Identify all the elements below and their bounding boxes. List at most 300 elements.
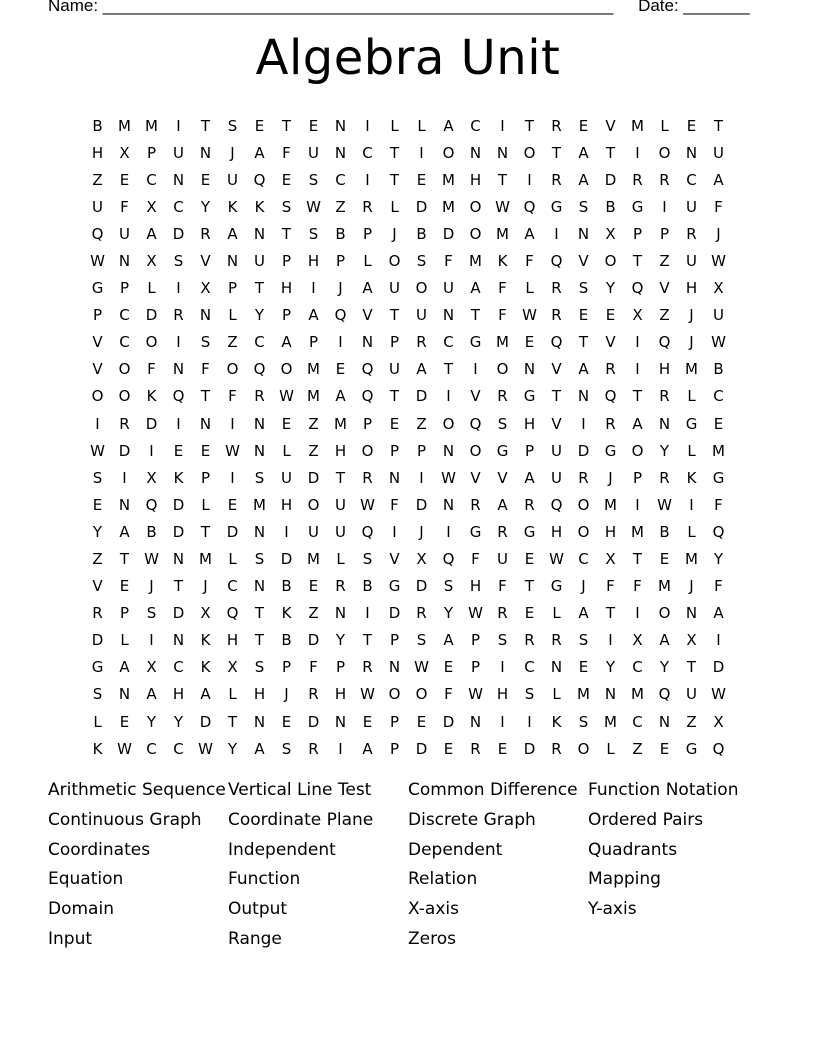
grid-letter[interactable]: I	[608, 631, 613, 650]
grid-letter[interactable]: U	[443, 279, 454, 298]
grid-letter[interactable]: E	[254, 116, 265, 135]
grid-letter[interactable]: O	[577, 522, 590, 541]
grid-letter[interactable]: Y	[254, 306, 265, 325]
grid-letter[interactable]: G	[388, 577, 401, 596]
grid-letter[interactable]: F	[606, 577, 615, 596]
grid-letter[interactable]: R	[605, 360, 616, 379]
grid-letter[interactable]: O	[631, 441, 644, 460]
grid-letter[interactable]: L	[93, 712, 102, 731]
grid-letter[interactable]: L	[687, 441, 696, 460]
grid-letter[interactable]: F	[525, 251, 534, 270]
grid-letter[interactable]: L	[336, 550, 345, 568]
grid-letter[interactable]: A	[578, 604, 589, 623]
grid-letter[interactable]: T	[605, 143, 616, 162]
grid-letter[interactable]: U	[713, 143, 724, 162]
grid-letter[interactable]: O	[388, 251, 401, 270]
grid-letter[interactable]: U	[389, 279, 400, 298]
grid-letter[interactable]: R	[659, 170, 670, 189]
grid-letter[interactable]: L	[120, 631, 129, 650]
grid-letter[interactable]: W	[360, 495, 375, 514]
grid-letter[interactable]: T	[389, 170, 400, 189]
grid-letter[interactable]: S	[524, 685, 535, 704]
grid-letter[interactable]: C	[173, 739, 184, 758]
grid-letter[interactable]: X	[146, 658, 157, 677]
grid-letter[interactable]: I	[338, 333, 343, 352]
grid-letter[interactable]: U	[335, 522, 346, 541]
grid-letter[interactable]: O	[658, 604, 671, 623]
grid-letter[interactable]: U	[92, 197, 103, 216]
grid-letter[interactable]: A	[254, 739, 265, 758]
grid-letter[interactable]: T	[281, 224, 292, 243]
grid-letter[interactable]: J	[608, 468, 613, 487]
grid-letter[interactable]: J	[581, 577, 586, 596]
grid-letter[interactable]: C	[443, 333, 454, 352]
grid-letter[interactable]: T	[686, 658, 697, 677]
grid-letter[interactable]: N	[685, 604, 698, 623]
grid-letter[interactable]: S	[254, 550, 265, 568]
grid-letter[interactable]: P	[92, 306, 103, 325]
grid-letter[interactable]: N	[469, 712, 482, 731]
grid-letter[interactable]: A	[254, 143, 265, 162]
grid-letter[interactable]: C	[632, 658, 643, 677]
grid-letter[interactable]: B	[362, 577, 373, 596]
grid-letter[interactable]: W	[414, 658, 429, 677]
grid-letter[interactable]: E	[578, 306, 589, 325]
grid-letter[interactable]: B	[605, 197, 616, 216]
grid-letter[interactable]: D	[442, 224, 455, 243]
grid-letter[interactable]: Y	[659, 441, 670, 460]
grid-letter[interactable]: A	[146, 685, 157, 704]
grid-letter[interactable]: M	[253, 495, 266, 514]
grid-letter[interactable]: E	[686, 116, 697, 135]
grid-letter[interactable]: O	[469, 197, 482, 216]
grid-letter[interactable]: R	[173, 306, 184, 325]
grid-letter[interactable]: F	[633, 577, 642, 596]
grid-letter[interactable]: W	[711, 685, 726, 704]
grid-letter[interactable]: U	[551, 468, 562, 487]
grid-letter[interactable]: I	[500, 116, 505, 135]
grid-letter[interactable]: I	[473, 360, 478, 379]
grid-letter[interactable]: V	[200, 251, 211, 270]
grid-letter[interactable]: C	[119, 333, 130, 352]
grid-letter[interactable]: W	[198, 739, 213, 758]
grid-letter[interactable]: E	[443, 739, 454, 758]
grid-letter[interactable]: T	[632, 251, 643, 270]
grid-letter[interactable]: X	[605, 550, 616, 568]
grid-letter[interactable]: N	[658, 414, 671, 433]
grid-letter[interactable]: N	[253, 712, 266, 731]
grid-letter[interactable]: T	[713, 116, 724, 135]
grid-letter[interactable]: F	[147, 360, 156, 379]
grid-letter[interactable]: C	[713, 387, 724, 406]
grid-letter[interactable]: C	[173, 658, 184, 677]
grid-letter[interactable]: E	[578, 658, 589, 677]
grid-letter[interactable]: D	[172, 224, 185, 243]
grid-letter[interactable]: Y	[659, 658, 670, 677]
grid-letter[interactable]: U	[119, 224, 130, 243]
grid-letter[interactable]: H	[226, 631, 239, 650]
date-field[interactable]: Date: _______	[638, 0, 750, 15]
grid-letter[interactable]: T	[632, 387, 643, 406]
grid-letter[interactable]: D	[523, 739, 536, 758]
grid-letter[interactable]: T	[254, 631, 265, 650]
grid-letter[interactable]: S	[578, 197, 589, 216]
grid-letter[interactable]: T	[227, 712, 238, 731]
grid-letter[interactable]: P	[632, 468, 643, 487]
grid-letter[interactable]: R	[119, 414, 130, 433]
grid-letter[interactable]: F	[120, 197, 129, 216]
grid-letter[interactable]: N	[226, 251, 239, 270]
grid-letter[interactable]: T	[335, 468, 346, 487]
grid-letter[interactable]: U	[713, 306, 724, 325]
grid-letter[interactable]: W	[90, 251, 105, 270]
grid-letter[interactable]: T	[362, 631, 373, 650]
grid-letter[interactable]: P	[470, 631, 481, 650]
grid-letter[interactable]: O	[226, 360, 239, 379]
grid-letter[interactable]: A	[362, 739, 373, 758]
grid-letter[interactable]: E	[524, 604, 535, 623]
grid-letter[interactable]: P	[362, 224, 373, 243]
grid-letter[interactable]: M	[604, 712, 617, 731]
grid-letter[interactable]: T	[524, 577, 535, 596]
grid-letter[interactable]: L	[363, 251, 372, 270]
grid-letter[interactable]: Z	[308, 414, 319, 433]
grid-letter[interactable]: U	[551, 441, 562, 460]
grid-letter[interactable]: W	[522, 306, 537, 325]
grid-letter[interactable]: P	[227, 279, 238, 298]
grid-letter[interactable]: H	[253, 685, 266, 704]
grid-letter[interactable]: I	[149, 631, 154, 650]
grid-letter[interactable]: N	[253, 522, 266, 541]
grid-letter[interactable]: I	[662, 197, 667, 216]
grid-letter[interactable]: D	[145, 414, 158, 433]
grid-letter[interactable]: M	[631, 685, 644, 704]
grid-letter[interactable]: I	[446, 522, 451, 541]
grid-letter[interactable]: I	[365, 170, 370, 189]
grid-letter[interactable]: N	[388, 658, 401, 677]
grid-letter[interactable]: F	[309, 658, 318, 677]
grid-letter[interactable]: I	[176, 414, 181, 433]
grid-letter[interactable]: R	[551, 116, 562, 135]
grid-letter[interactable]: D	[415, 577, 428, 596]
grid-letter[interactable]: O	[145, 333, 158, 352]
grid-letter[interactable]: S	[443, 577, 454, 596]
grid-letter[interactable]: N	[496, 143, 509, 162]
grid-letter[interactable]: S	[578, 279, 589, 298]
grid-letter[interactable]: U	[308, 143, 319, 162]
grid-letter[interactable]: J	[689, 333, 694, 352]
grid-letter[interactable]: S	[281, 197, 292, 216]
grid-letter[interactable]: B	[416, 224, 427, 243]
grid-letter[interactable]: D	[226, 522, 239, 541]
grid-letter[interactable]: H	[658, 360, 671, 379]
grid-letter[interactable]: E	[119, 712, 130, 731]
grid-letter[interactable]: T	[200, 116, 211, 135]
grid-letter[interactable]: Z	[92, 170, 103, 189]
grid-letter[interactable]: I	[176, 116, 181, 135]
grid-letter[interactable]: W	[549, 550, 564, 568]
grid-letter[interactable]: X	[146, 468, 157, 487]
grid-letter[interactable]: E	[200, 441, 211, 460]
grid-letter[interactable]: F	[471, 550, 480, 568]
grid-letter[interactable]: J	[392, 224, 397, 243]
grid-letter[interactable]: N	[685, 143, 698, 162]
grid-letter[interactable]: I	[635, 360, 640, 379]
grid-letter[interactable]: Q	[712, 739, 725, 758]
grid-letter[interactable]: S	[281, 739, 292, 758]
grid-letter[interactable]: D	[199, 712, 212, 731]
grid-letter[interactable]: V	[389, 550, 400, 568]
grid-letter[interactable]: Z	[659, 306, 670, 325]
grid-letter[interactable]: S	[416, 251, 427, 270]
grid-letter[interactable]: G	[523, 387, 536, 406]
grid-letter[interactable]: T	[200, 387, 211, 406]
grid-letter[interactable]: P	[335, 658, 346, 677]
grid-letter[interactable]: A	[470, 279, 481, 298]
grid-letter[interactable]: N	[118, 685, 131, 704]
grid-letter[interactable]: R	[686, 224, 697, 243]
grid-letter[interactable]: C	[146, 739, 157, 758]
grid-letter[interactable]: E	[578, 116, 589, 135]
grid-letter[interactable]: B	[146, 522, 157, 541]
grid-letter[interactable]: R	[308, 739, 319, 758]
grid-letter[interactable]: P	[308, 333, 319, 352]
grid-letter[interactable]: R	[335, 577, 346, 596]
grid-letter[interactable]: L	[552, 604, 561, 623]
grid-letter[interactable]: V	[659, 279, 670, 298]
grid-letter[interactable]: F	[714, 495, 723, 514]
grid-letter[interactable]: C	[146, 170, 157, 189]
grid-letter[interactable]: J	[689, 577, 694, 596]
grid-letter[interactable]: O	[415, 279, 428, 298]
grid-letter[interactable]: R	[362, 468, 373, 487]
grid-letter[interactable]: R	[524, 495, 535, 514]
grid-letter[interactable]: I	[311, 279, 316, 298]
grid-letter[interactable]: A	[443, 631, 454, 650]
grid-letter[interactable]: U	[281, 468, 292, 487]
grid-letter[interactable]: P	[389, 712, 400, 731]
grid-letter[interactable]: V	[470, 468, 481, 487]
grid-letter[interactable]: W	[441, 468, 456, 487]
grid-letter[interactable]: P	[389, 631, 400, 650]
grid-letter[interactable]: T	[470, 306, 481, 325]
grid-letter[interactable]: J	[338, 279, 343, 298]
grid-letter[interactable]: I	[419, 143, 424, 162]
grid-letter[interactable]: R	[632, 170, 643, 189]
grid-letter[interactable]: I	[230, 468, 235, 487]
grid-letter[interactable]: W	[225, 441, 240, 460]
grid-letter[interactable]: N	[199, 306, 212, 325]
grid-letter[interactable]: D	[604, 170, 617, 189]
grid-letter[interactable]: W	[90, 441, 105, 460]
grid-letter[interactable]: G	[550, 577, 563, 596]
grid-letter[interactable]: T	[389, 143, 400, 162]
grid-letter[interactable]: B	[335, 224, 346, 243]
grid-letter[interactable]: A	[497, 495, 508, 514]
grid-letter[interactable]: M	[118, 116, 131, 135]
grid-letter[interactable]: M	[334, 414, 347, 433]
grid-letter[interactable]: Z	[659, 251, 670, 270]
grid-letter[interactable]: G	[91, 658, 104, 677]
grid-letter[interactable]: S	[308, 224, 319, 243]
grid-letter[interactable]: I	[527, 170, 532, 189]
grid-letter[interactable]: S	[227, 116, 238, 135]
grid-letter[interactable]: N	[253, 414, 266, 433]
grid-letter[interactable]: Q	[604, 387, 617, 406]
grid-letter[interactable]: K	[686, 468, 697, 487]
grid-letter[interactable]: N	[388, 468, 401, 487]
grid-letter[interactable]: V	[470, 387, 481, 406]
grid-letter[interactable]: I	[554, 224, 559, 243]
grid-letter[interactable]: Q	[658, 685, 671, 704]
grid-letter[interactable]: S	[200, 333, 211, 352]
grid-letter[interactable]: X	[119, 143, 130, 162]
grid-letter[interactable]: U	[416, 306, 427, 325]
grid-letter[interactable]: T	[200, 522, 211, 541]
grid-letter[interactable]: Q	[253, 170, 266, 189]
grid-letter[interactable]: K	[92, 739, 103, 758]
grid-letter[interactable]: M	[712, 441, 725, 460]
grid-letter[interactable]: X	[686, 631, 697, 650]
grid-letter[interactable]: R	[200, 224, 211, 243]
grid-letter[interactable]: B	[659, 522, 670, 541]
grid-letter[interactable]: R	[92, 604, 103, 623]
grid-letter[interactable]: S	[254, 468, 265, 487]
grid-letter[interactable]: U	[227, 170, 238, 189]
grid-letter[interactable]: P	[281, 658, 292, 677]
grid-letter[interactable]: E	[200, 170, 211, 189]
grid-letter[interactable]: K	[173, 468, 184, 487]
grid-letter[interactable]: K	[281, 604, 292, 623]
grid-letter[interactable]: I	[95, 414, 100, 433]
grid-letter[interactable]: Q	[550, 251, 563, 270]
grid-letter[interactable]: T	[254, 604, 265, 623]
grid-letter[interactable]: H	[280, 495, 293, 514]
grid-letter[interactable]: N	[199, 414, 212, 433]
grid-letter[interactable]: B	[92, 116, 103, 135]
grid-letter[interactable]: A	[578, 360, 589, 379]
grid-letter[interactable]: T	[281, 116, 292, 135]
grid-letter[interactable]: C	[686, 170, 697, 189]
grid-letter[interactable]: E	[281, 414, 292, 433]
grid-letter[interactable]: A	[443, 116, 454, 135]
grid-letter[interactable]: N	[172, 360, 185, 379]
grid-letter[interactable]: N	[118, 495, 131, 514]
grid-letter[interactable]: R	[470, 495, 481, 514]
grid-letter[interactable]: M	[307, 387, 320, 406]
grid-letter[interactable]: I	[635, 495, 640, 514]
grid-letter[interactable]: P	[389, 441, 400, 460]
grid-letter[interactable]: T	[551, 387, 562, 406]
grid-letter[interactable]: O	[388, 685, 401, 704]
grid-letter[interactable]: F	[444, 685, 453, 704]
grid-letter[interactable]: O	[577, 739, 590, 758]
grid-letter[interactable]: P	[281, 251, 292, 270]
grid-letter[interactable]: G	[604, 441, 617, 460]
grid-letter[interactable]: H	[604, 522, 617, 541]
grid-letter[interactable]: W	[144, 550, 159, 568]
grid-letter[interactable]: H	[172, 685, 185, 704]
grid-letter[interactable]: S	[146, 604, 157, 623]
grid-letter[interactable]: H	[307, 251, 320, 270]
grid-letter[interactable]: N	[253, 577, 266, 596]
name-field[interactable]: Name: ______________________________________________________	[48, 0, 614, 15]
grid-letter[interactable]: M	[496, 333, 509, 352]
grid-letter[interactable]: M	[658, 577, 671, 596]
grid-letter[interactable]: Q	[712, 522, 725, 541]
grid-letter[interactable]: G	[685, 414, 698, 433]
grid-letter[interactable]: Y	[227, 739, 238, 758]
grid-letter[interactable]: Q	[145, 495, 158, 514]
grid-letter[interactable]: C	[362, 143, 373, 162]
grid-letter[interactable]: D	[172, 522, 185, 541]
grid-letter[interactable]: F	[444, 251, 453, 270]
grid-letter[interactable]: O	[415, 685, 428, 704]
grid-letter[interactable]: C	[173, 197, 184, 216]
grid-letter[interactable]: N	[334, 143, 347, 162]
grid-letter[interactable]: V	[551, 360, 562, 379]
grid-letter[interactable]: O	[118, 360, 131, 379]
grid-letter[interactable]: O	[442, 414, 455, 433]
grid-letter[interactable]: K	[200, 658, 211, 677]
grid-letter[interactable]: E	[92, 495, 103, 514]
grid-letter[interactable]: W	[711, 333, 726, 352]
grid-letter[interactable]: U	[254, 251, 265, 270]
grid-letter[interactable]: M	[631, 116, 644, 135]
grid-letter[interactable]: E	[119, 170, 130, 189]
grid-letter[interactable]: E	[173, 441, 184, 460]
grid-letter[interactable]: J	[689, 306, 694, 325]
grid-letter[interactable]: L	[552, 685, 561, 704]
grid-letter[interactable]: T	[524, 116, 535, 135]
grid-letter[interactable]: G	[469, 333, 482, 352]
grid-letter[interactable]: N	[253, 441, 266, 460]
grid-letter[interactable]: W	[711, 251, 726, 270]
grid-letter[interactable]: V	[362, 306, 373, 325]
grid-letter[interactable]: K	[146, 387, 157, 406]
grid-letter[interactable]: Y	[713, 550, 724, 568]
grid-letter[interactable]: A	[632, 414, 643, 433]
grid-letter[interactable]: S	[578, 631, 589, 650]
grid-letter[interactable]: L	[147, 279, 156, 298]
grid-letter[interactable]: R	[416, 333, 427, 352]
grid-letter[interactable]: O	[442, 143, 455, 162]
grid-letter[interactable]: M	[496, 224, 509, 243]
grid-letter[interactable]: Y	[92, 522, 103, 541]
grid-letter[interactable]: R	[551, 279, 562, 298]
grid-letter[interactable]: U	[497, 550, 508, 568]
grid-letter[interactable]: D	[307, 468, 320, 487]
grid-letter[interactable]: P	[146, 143, 157, 162]
grid-letter[interactable]: R	[551, 739, 562, 758]
grid-letter[interactable]: N	[334, 604, 347, 623]
grid-letter[interactable]: I	[527, 712, 532, 731]
grid-letter[interactable]: R	[524, 631, 535, 650]
grid-letter[interactable]: T	[389, 306, 400, 325]
grid-letter[interactable]: T	[632, 550, 643, 568]
grid-letter[interactable]: R	[416, 604, 427, 623]
grid-letter[interactable]: D	[415, 495, 428, 514]
grid-letter[interactable]: E	[605, 306, 616, 325]
grid-letter[interactable]: Q	[361, 522, 374, 541]
grid-letter[interactable]: N	[334, 712, 347, 731]
grid-letter[interactable]: L	[201, 495, 210, 514]
grid-letter[interactable]: R	[497, 604, 508, 623]
grid-letter[interactable]: D	[415, 197, 428, 216]
grid-letter[interactable]: I	[635, 604, 640, 623]
grid-letter[interactable]: T	[497, 170, 508, 189]
grid-letter[interactable]: Z	[308, 604, 319, 623]
